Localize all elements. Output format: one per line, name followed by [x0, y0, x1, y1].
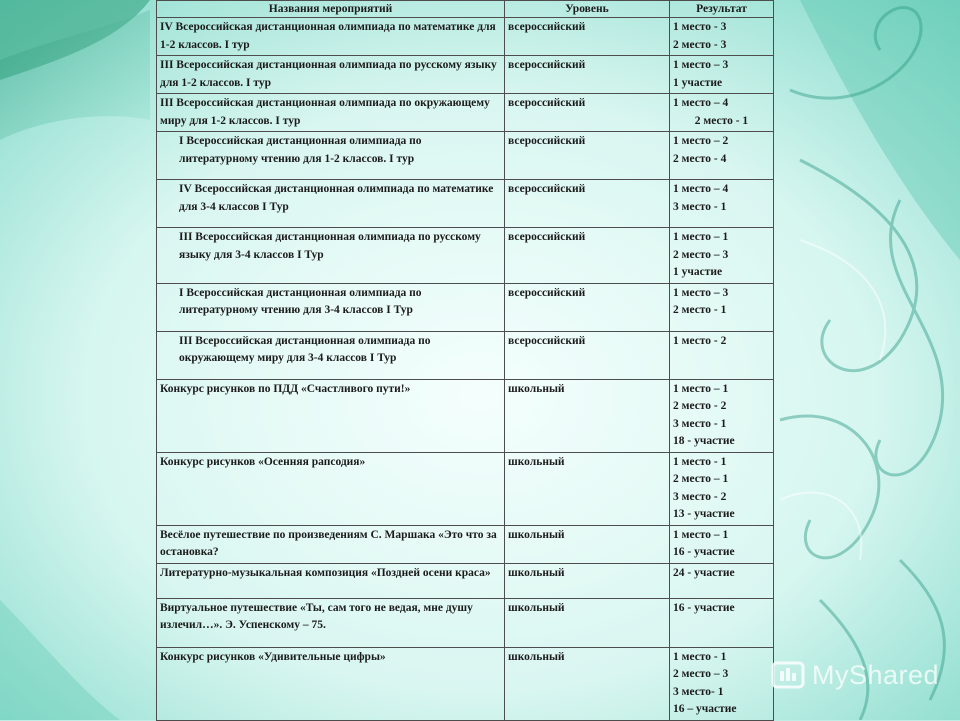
table-row [157, 598, 774, 647]
result-line: 3 место - 1 [673, 200, 727, 213]
result-cell [670, 132, 774, 180]
result-line: 3 место - 1 [673, 417, 727, 430]
result-line: 2 место – 3 [673, 668, 729, 680]
result-line: 1 участие [673, 266, 723, 278]
level-cell: всероссийский [505, 228, 670, 284]
table-row [157, 647, 774, 720]
event-name-cell: Весёлое путешествие по произведениям С. Маршака «Это что за остановка? [157, 525, 505, 563]
result-line: 2 место - 1 [694, 114, 749, 127]
result-cell [670, 18, 774, 56]
table-row [157, 132, 774, 180]
level-cell: школьный [505, 525, 670, 563]
table-header-row [157, 1, 774, 18]
level-cell: всероссийский [505, 132, 670, 180]
result-line: 1 место - 1 [673, 650, 727, 663]
result-line: 16 – участие [673, 703, 737, 715]
result-line: 16 - участие [673, 601, 735, 614]
result-line: 1 место – 3 [673, 59, 729, 71]
result-cell [670, 563, 774, 598]
level-cell: всероссийский [505, 56, 670, 94]
event-name-cell: III Всероссийская дистанционная олимпиада по окружающему миру для 1-2 классов. I тур [157, 94, 505, 132]
result-line: 1 место – 4 [673, 97, 729, 109]
table-row [157, 18, 774, 56]
myshared-watermark [770, 655, 950, 695]
event-name-cell: Виртуальное путешествие «Ты, сам того не ведая, мне душу излечил…». Э. Успенскому – 75. [157, 598, 505, 647]
result-cell [670, 331, 774, 379]
result-line: 18 - участие [673, 435, 735, 447]
result-line: 13 - участие [673, 508, 735, 520]
result-line: 1 место – 3 [673, 286, 729, 299]
result-line: 2 место - 3 [673, 38, 727, 51]
result-line: 2 место – 1 [673, 473, 729, 485]
result-cell [670, 452, 774, 525]
results-table-container [156, 0, 773, 721]
result-line: 3 место - 2 [673, 490, 727, 503]
result-line: 1 место – 2 [673, 135, 729, 147]
table-row [157, 94, 774, 132]
result-line: 3 место- 1 [673, 685, 724, 698]
event-name-cell: Конкурс рисунков по ПДД «Счастливого пути!» [157, 379, 505, 452]
event-name-cell: Конкурс рисунков «Удивительные цифры» [157, 647, 505, 720]
header-result: Результат [670, 1, 774, 18]
result-line: 2 место - 4 [673, 152, 727, 165]
result-cell [670, 180, 774, 228]
result-cell [670, 94, 774, 132]
results-table [156, 0, 774, 721]
result-cell [670, 56, 774, 94]
result-line: 1 место - 3 [673, 21, 727, 33]
level-cell: всероссийский [505, 331, 670, 379]
table-row [157, 379, 774, 452]
event-name-cell: III Всероссийская дистанционная олимпиада по русскому языку для 3-4 классов I Тур [157, 228, 505, 284]
event-name-cell: IV Всероссийская дистанционная олимпиада по математике для 1-2 классов. I тур [157, 18, 505, 56]
table-row [157, 331, 774, 379]
result-line: 2 место - 2 [673, 400, 727, 412]
result-line: 1 место – 1 [673, 528, 729, 541]
level-cell: школьный [505, 598, 670, 647]
result-line: 1 место – 1 [673, 382, 729, 395]
header-level: Уровень [505, 1, 670, 18]
level-cell: школьный [505, 379, 670, 452]
table-row [157, 563, 774, 598]
result-line: 1 место – 1 [673, 231, 729, 243]
result-line: 1 место - 1 [673, 455, 727, 468]
event-name-cell: I Всероссийская дистанционная олимпиада по литературному чтению для 1-2 классов. I тур [157, 132, 505, 180]
event-name-cell: I Всероссийская дистанционная олимпиада по литературному чтению для 3-4 классов I Тур [157, 283, 505, 331]
level-cell: школьный [505, 452, 670, 525]
event-name-cell: Конкурс рисунков «Осенняя рапсодия» [157, 452, 505, 525]
myshared-logo-icon [770, 657, 806, 693]
result-line: 1 место - 2 [673, 334, 727, 347]
event-name-cell: IV Всероссийская дистанционная олимпиада по математике для 3-4 классов I Тур [157, 180, 505, 228]
table-row [157, 180, 774, 228]
table-row [157, 228, 774, 284]
result-line: 2 место - 1 [673, 304, 727, 316]
result-cell [670, 647, 774, 720]
event-name-cell: III Всероссийская дистанционная олимпиада по русскому языку для 1-2 классов. I тур [157, 56, 505, 94]
result-cell [670, 525, 774, 563]
table-row [157, 452, 774, 525]
level-cell: школьный [505, 647, 670, 720]
result-line: 24 - участие [673, 566, 735, 579]
level-cell: школьный [505, 563, 670, 598]
level-cell: всероссийский [505, 180, 670, 228]
result-line: 1 место – 4 [673, 183, 729, 195]
result-line: 2 место – 3 [673, 248, 729, 261]
watermark-text: MyShared [812, 659, 940, 690]
result-cell [670, 598, 774, 647]
result-line: 1 участие [673, 76, 723, 89]
level-cell: всероссийский [505, 94, 670, 132]
result-cell [670, 228, 774, 284]
result-line: 16 - участие [673, 546, 735, 558]
level-cell: всероссийский [505, 283, 670, 331]
header-events: Названия мероприятий [157, 1, 505, 18]
result-cell [670, 379, 774, 452]
table-row [157, 525, 774, 563]
level-cell: всероссийский [505, 18, 670, 56]
event-name-cell: III Всероссийская дистанционная олимпиада по окружающему миру для 3-4 классов I Тур [157, 331, 505, 379]
event-name-cell: Литературно-музыкальная композиция «Поздней осени краса» [157, 563, 505, 598]
table-row [157, 283, 774, 331]
result-cell [670, 283, 774, 331]
table-row [157, 56, 774, 94]
